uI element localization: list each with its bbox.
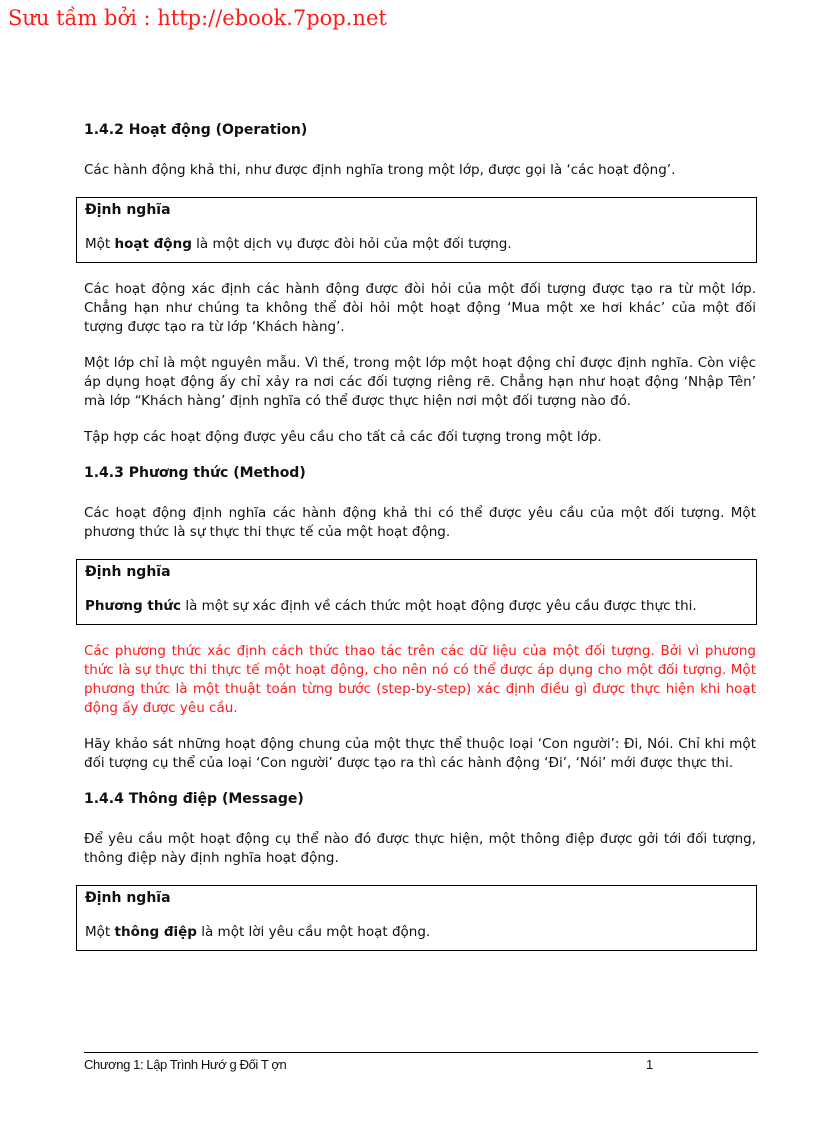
definition-text xyxy=(85,235,748,254)
definition-box-message xyxy=(76,885,757,951)
paragraph: Hãy khảo sát những hoạt động chung của một thực thể thuộc loại ‘Con người’: Đi, Nói. Chỉ khi một đối tượng cụ thể của loại ‘Con người’ được tạo ra thì các hành động ‘Đi’, ‘Nói’ mới được thực thi. xyxy=(84,736,756,771)
definition-box-method xyxy=(76,559,757,625)
paragraph: Các hành động khả thi, như được định nghĩa trong một lớp, được gọi là ‘các hoạt động’. xyxy=(84,162,676,178)
section-heading-message: 1.4.4 Thông điệp (Message) xyxy=(84,791,304,807)
definition-text-post: là một sự xác định về cách thức một hoạt động được yêu cầu được thực thi. xyxy=(181,598,697,614)
page-footer xyxy=(84,1052,758,1072)
section-heading-method: 1.4.3 Phương thức (Method) xyxy=(84,465,306,481)
definition-term: hoạt động xyxy=(114,236,192,252)
definition-text-post: là một lời yêu cầu một hoạt động. xyxy=(196,924,431,940)
paragraph: Tập hợp các hoạt động được yêu cầu cho tất cả các đối tượng trong một lớp. xyxy=(84,429,602,445)
definition-term: Phương thức xyxy=(85,598,182,614)
definition-text xyxy=(85,597,748,616)
definition-box-operation xyxy=(76,197,757,263)
definition-text-post: là một dịch vụ được đòi hỏi của một đối tượng. xyxy=(191,236,512,252)
page-number: 1 xyxy=(646,1057,653,1072)
paragraph: Các hoạt động định nghĩa các hành động khả thi có thể được yêu cầu của một đối tượng. Một phương thức là sự thực thi thực tế của một hoạt động. xyxy=(84,505,756,540)
definition-title: Định nghĩa xyxy=(85,202,171,218)
watermark: Sưu tầm bởi : http://ebook.7pop.net xyxy=(8,6,387,30)
document-body xyxy=(84,121,756,968)
definition-text xyxy=(85,923,748,942)
definition-title: Định nghĩa xyxy=(85,564,171,580)
paragraph-highlighted: Các phương thức xác định cách thức thao tác trên các dữ liệu của một đối tượng. Bởi vì phương thức là sự thực thi thực tế một hoạt động, cho nên nó có thể được áp dụng cho một đối tượng. Một phương thức là một thuật toán từng bước (step-by-step) xác định điều gì được thực hiện khi hoạt động ấy được yêu cầu. xyxy=(84,643,756,716)
definition-text-pre: Một xyxy=(85,924,115,940)
paragraph: Các hoạt động xác định các hành động được đòi hỏi của một đối tượng được tạo ra từ một lớp. Chẳng hạn như chúng ta không thể đòi hỏi một hoạt động ‘Mua một xe hơi khác’ của một đối tượng được tạo ra từ lớp ‘Khách hàng’. xyxy=(84,281,756,335)
definition-title: Định nghĩa xyxy=(85,890,171,906)
definition-text-pre: Một xyxy=(85,236,115,252)
footer-chapter: Chương 1: Lập Trình Hướ g Đối T ợn xyxy=(84,1057,287,1072)
section-heading-operation: 1.4.2 Hoạt động (Operation) xyxy=(84,122,308,138)
paragraph: Một lớp chỉ là một nguyên mẫu. Vì thế, trong một lớp một hoạt động chỉ được định nghĩa. Còn việc áp dụng hoạt động ấy chỉ xảy ra nơi các đối tượng riêng rẽ. Chẳng hạn như hoạt động ‘Nhập Tên’ mà lớp “Khách hàng’ định nghĩa có thể được thực hiện nơi một đối tượng nào đó. xyxy=(84,355,756,409)
definition-term: thông điệp xyxy=(114,924,197,940)
paragraph: Để yêu cầu một hoạt động cụ thể nào đó được thực hiện, một thông điệp được gởi tới đối tượng, thông điệp này định nghĩa hoạt động. xyxy=(84,831,756,866)
